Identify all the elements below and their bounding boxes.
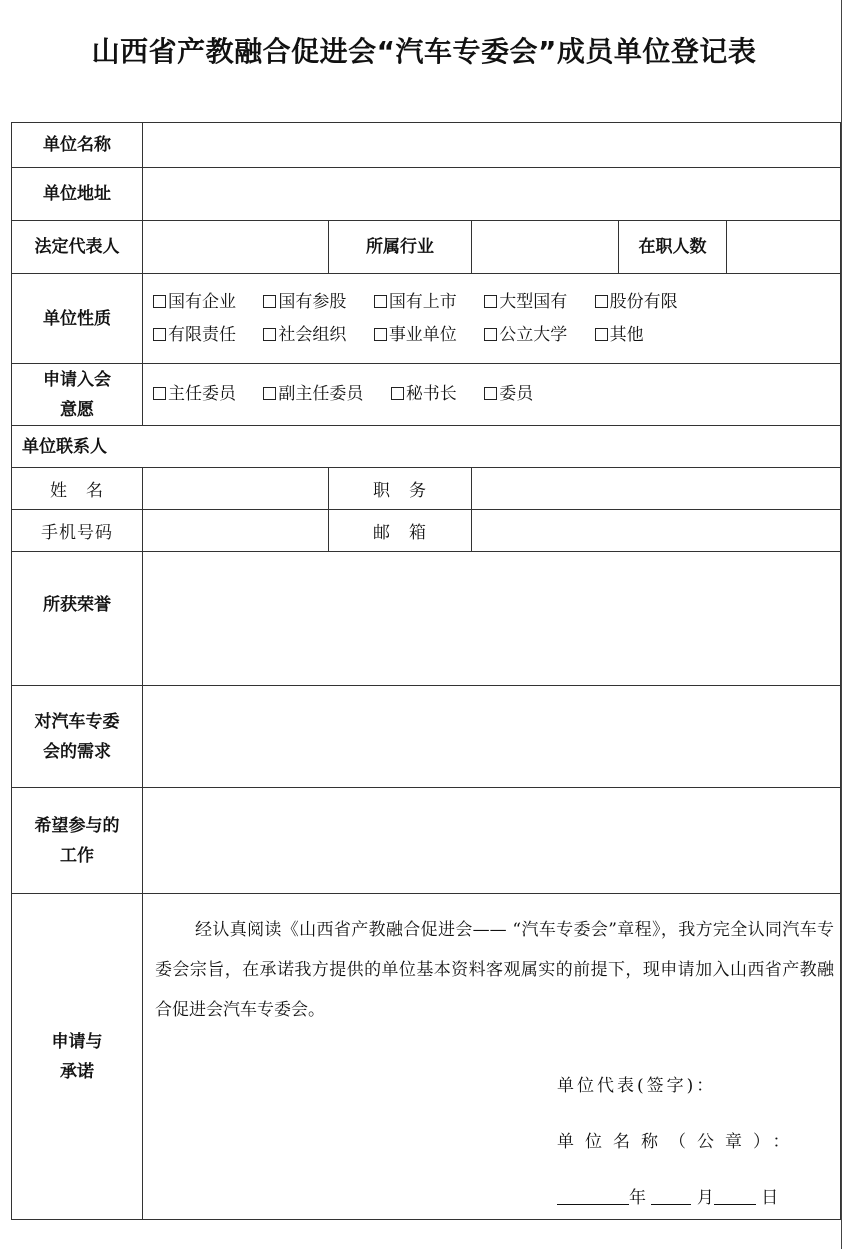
email-label: 邮 箱 <box>329 510 472 552</box>
checkbox-icon[interactable] <box>153 295 166 308</box>
row-legal-rep <box>12 221 841 274</box>
checkbox-icon[interactable] <box>153 328 166 341</box>
contact-position-field[interactable] <box>472 468 841 510</box>
unit-nature-row-1 <box>153 286 840 319</box>
unit-address-field[interactable] <box>143 168 841 221</box>
checkbox-option[interactable]: 委员 <box>484 378 533 411</box>
month-blank[interactable] <box>651 1188 691 1205</box>
checkbox-icon[interactable] <box>391 387 404 400</box>
year-blank[interactable] <box>557 1188 629 1205</box>
date-line <box>143 1184 840 1212</box>
checkbox-option[interactable]: 有限责任 <box>153 319 236 352</box>
checkbox-icon[interactable] <box>263 295 276 308</box>
checkbox-option[interactable]: 其他 <box>595 319 644 352</box>
row-needs <box>12 686 841 788</box>
unit-nature-row-2 <box>153 319 840 352</box>
registration-table <box>11 122 841 1220</box>
checkbox-option[interactable]: 秘书长 <box>391 378 457 411</box>
unit-nature-options <box>143 274 841 364</box>
checkbox-option[interactable]: 主任委员 <box>153 378 236 411</box>
staff-count-label: 在职人数 <box>619 221 727 274</box>
row-unit-address <box>12 168 841 221</box>
row-contact-phone <box>12 510 841 552</box>
checkbox-icon[interactable] <box>595 328 608 341</box>
staff-count-field[interactable] <box>727 221 841 274</box>
day-blank[interactable] <box>714 1188 756 1205</box>
signature-line: 单位代表(签字)： <box>557 1076 717 1096</box>
contact-name-label: 姓 名 <box>12 468 143 510</box>
checkbox-option[interactable]: 副主任委员 <box>263 378 363 411</box>
checkbox-icon[interactable] <box>263 387 276 400</box>
mobile-field[interactable] <box>143 510 329 552</box>
checkbox-option[interactable]: 国有上市 <box>374 286 457 319</box>
industry-label: 所属行业 <box>329 221 472 274</box>
checkbox-option[interactable]: 事业单位 <box>374 319 457 352</box>
row-contact-header <box>12 426 841 468</box>
honors-label: 所获荣誉 <box>12 552 143 686</box>
join-wish-label: 申请入会 意愿 <box>12 364 143 426</box>
page-edge-line <box>841 0 842 1249</box>
checkbox-option[interactable]: 大型国有 <box>484 286 567 319</box>
row-honors <box>12 552 841 686</box>
contact-name-field[interactable] <box>143 468 329 510</box>
checkbox-icon[interactable] <box>484 328 497 341</box>
checkbox-option[interactable]: 股份有限 <box>595 286 678 319</box>
contact-position-label: 职 务 <box>329 468 472 510</box>
checkbox-icon[interactable] <box>263 328 276 341</box>
row-join-wish <box>12 364 841 426</box>
checkbox-icon[interactable] <box>595 295 608 308</box>
join-wish-options <box>143 364 841 426</box>
checkbox-option[interactable]: 公立大学 <box>484 319 567 352</box>
checkbox-option[interactable]: 国有参股 <box>263 286 346 319</box>
year-label: 年 <box>629 1188 646 1208</box>
checkbox-icon[interactable] <box>153 387 166 400</box>
row-unit-nature <box>12 274 841 364</box>
pledge-text: 经认真阅读《山西省产教融合促进会—— “汽车专委会”章程》，我方完全认同汽车专委会宗旨，在承诺我方提供的单位基本资料客观属实的前提下，现申请加入山西省产教融合促进会汽车专委会。 <box>155 920 835 1020</box>
unit-name-label: 单位名称 <box>12 123 143 168</box>
checkbox-icon[interactable] <box>484 387 497 400</box>
row-work <box>12 788 841 894</box>
unit-nature-label: 单位性质 <box>12 274 143 364</box>
row-pledge <box>12 894 841 1220</box>
row-unit-name <box>12 123 841 168</box>
unit-name-field[interactable] <box>143 123 841 168</box>
legal-rep-field[interactable] <box>143 221 329 274</box>
work-label: 希望参与的 工作 <box>12 788 143 894</box>
month-label: 月 <box>696 1188 714 1208</box>
checkbox-icon[interactable] <box>374 328 387 341</box>
mobile-label: 手机号码 <box>12 510 143 552</box>
form-title: 山西省产教融合促进会“汽车专委会”成员单位登记表 <box>91 35 757 68</box>
seal-line: 单位名称（公章）： <box>557 1132 801 1152</box>
industry-field[interactable] <box>472 221 619 274</box>
checkbox-icon[interactable] <box>374 295 387 308</box>
pledge-label: 申请与 承诺 <box>12 894 143 1220</box>
row-contact-name <box>12 468 841 510</box>
work-field[interactable] <box>143 788 841 894</box>
pledge-content <box>143 894 841 1220</box>
honors-field[interactable] <box>143 552 841 686</box>
unit-address-label: 单位地址 <box>12 168 143 221</box>
needs-field[interactable] <box>143 686 841 788</box>
legal-rep-label: 法定代表人 <box>12 221 143 274</box>
checkbox-icon[interactable] <box>484 295 497 308</box>
contact-label: 单位联系人 <box>12 426 841 468</box>
checkbox-option[interactable]: 社会组织 <box>263 319 346 352</box>
needs-label: 对汽车专委 会的需求 <box>12 686 143 788</box>
day-label: 日 <box>761 1188 779 1208</box>
email-field[interactable] <box>472 510 841 552</box>
checkbox-option[interactable]: 国有企业 <box>153 286 236 319</box>
